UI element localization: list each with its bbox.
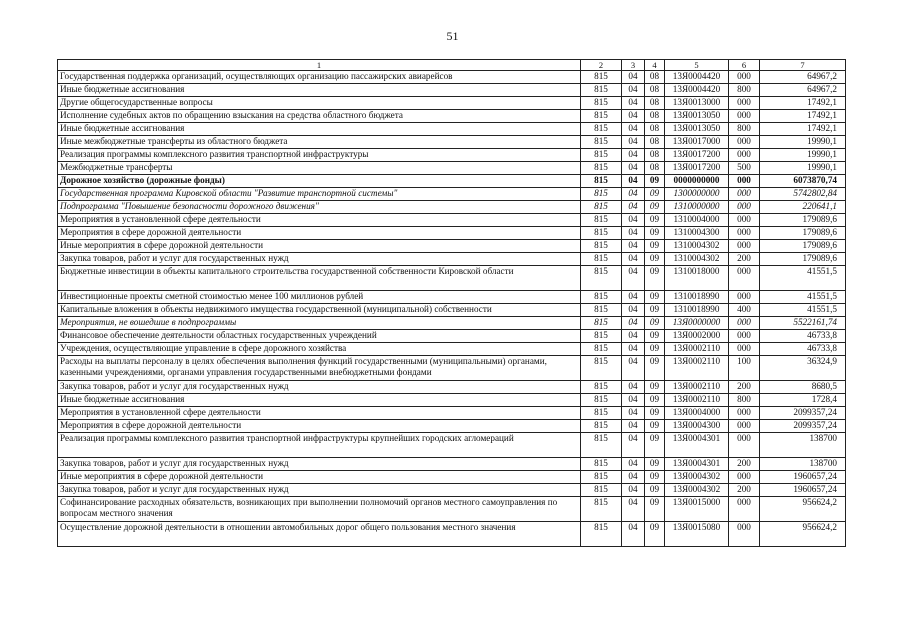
row-type-cell: 000 bbox=[729, 175, 760, 188]
row-target-cell: 13Я0004301 bbox=[665, 433, 729, 458]
row-subsection-cell: 08 bbox=[645, 110, 665, 123]
row-target-cell: 13Я0002000 bbox=[665, 330, 729, 343]
row-code-cell: 815 bbox=[581, 175, 622, 188]
row-subsection-cell: 09 bbox=[645, 240, 665, 253]
row-type-cell: 000 bbox=[729, 497, 760, 522]
row-code-cell: 815 bbox=[581, 149, 622, 162]
table-row bbox=[58, 497, 846, 522]
row-type-cell: 000 bbox=[729, 240, 760, 253]
page-number: 51 bbox=[446, 29, 459, 43]
row-type-cell: 800 bbox=[729, 84, 760, 97]
row-subsection-cell: 09 bbox=[645, 497, 665, 522]
row-code-cell: 815 bbox=[581, 97, 622, 110]
row-code-cell: 815 bbox=[581, 214, 622, 227]
row-amount-cell: 179089,6 bbox=[760, 253, 846, 266]
row-target-cell: 13Я0017200 bbox=[665, 149, 729, 162]
row-amount-cell: 1960657,24 bbox=[760, 471, 846, 484]
row-amount-cell: 956624,2 bbox=[760, 497, 846, 522]
row-type-cell: 000 bbox=[729, 343, 760, 356]
row-type-cell: 200 bbox=[729, 484, 760, 497]
row-subsection-cell: 09 bbox=[645, 291, 665, 304]
row-section-cell: 04 bbox=[622, 471, 645, 484]
table-row bbox=[58, 253, 846, 266]
table-row bbox=[58, 175, 846, 188]
row-section-cell: 04 bbox=[622, 356, 645, 381]
row-amount-cell: 2099357,24 bbox=[760, 420, 846, 433]
row-name-cell: Софинансирование расходных обязательств, возникающих при выполнении полномочий органов местного самоуправления по вопросам местного значения bbox=[58, 497, 581, 522]
table-row bbox=[58, 317, 846, 330]
row-code-cell: 815 bbox=[581, 471, 622, 484]
row-name-cell: Другие общегосударственные вопросы bbox=[58, 97, 581, 110]
row-type-cell: 000 bbox=[729, 97, 760, 110]
row-name-cell: Иные бюджетные ассигнования bbox=[58, 394, 581, 407]
row-target-cell: 1310018000 bbox=[665, 266, 729, 291]
row-target-cell: 13Я0015000 bbox=[665, 497, 729, 522]
row-section-cell: 04 bbox=[622, 343, 645, 356]
row-code-cell: 815 bbox=[581, 433, 622, 458]
row-name-cell: Дорожное хозяйство (дорожные фонды) bbox=[58, 175, 581, 188]
table-row bbox=[58, 201, 846, 214]
row-target-cell: 13Я0002110 bbox=[665, 356, 729, 381]
row-section-cell: 04 bbox=[622, 188, 645, 201]
row-target-cell: 13Я0017200 bbox=[665, 162, 729, 175]
header-cell: 7 bbox=[760, 60, 846, 71]
row-name-cell: Иные мероприятия в сфере дорожной деятельности bbox=[58, 240, 581, 253]
row-name-cell: Реализация программы комплексного развития транспортной инфраструктуры bbox=[58, 149, 581, 162]
row-name-cell: Реализация программы комплексного развития транспортной инфраструктуры крупнейших городских агломераций bbox=[58, 433, 581, 458]
row-code-cell: 815 bbox=[581, 240, 622, 253]
row-amount-cell: 8680,5 bbox=[760, 381, 846, 394]
row-section-cell: 04 bbox=[622, 123, 645, 136]
row-type-cell: 200 bbox=[729, 381, 760, 394]
row-subsection-cell: 09 bbox=[645, 458, 665, 471]
row-subsection-cell: 08 bbox=[645, 84, 665, 97]
table-row bbox=[58, 381, 846, 394]
table-row bbox=[58, 291, 846, 304]
table-row bbox=[58, 149, 846, 162]
row-code-cell: 815 bbox=[581, 201, 622, 214]
row-code-cell: 815 bbox=[581, 291, 622, 304]
row-target-cell: 1310018990 bbox=[665, 304, 729, 317]
row-amount-cell: 956624,2 bbox=[760, 522, 846, 547]
table-row bbox=[58, 227, 846, 240]
row-type-cell: 400 bbox=[729, 304, 760, 317]
row-target-cell: 0000000000 bbox=[665, 175, 729, 188]
row-section-cell: 04 bbox=[622, 458, 645, 471]
row-name-cell: Государственная программа Кировской области "Развитие транспортной системы" bbox=[58, 188, 581, 201]
row-section-cell: 04 bbox=[622, 522, 645, 547]
row-type-cell: 800 bbox=[729, 123, 760, 136]
table-row bbox=[58, 240, 846, 253]
row-subsection-cell: 08 bbox=[645, 149, 665, 162]
row-amount-cell: 41551,5 bbox=[760, 291, 846, 304]
table-row bbox=[58, 71, 846, 84]
row-target-cell: 13Я0004000 bbox=[665, 407, 729, 420]
row-subsection-cell: 08 bbox=[645, 136, 665, 149]
row-target-cell: 13Я0013050 bbox=[665, 123, 729, 136]
row-target-cell: 13Я0004420 bbox=[665, 84, 729, 97]
row-subsection-cell: 08 bbox=[645, 162, 665, 175]
row-amount-cell: 179089,6 bbox=[760, 227, 846, 240]
row-code-cell: 815 bbox=[581, 522, 622, 547]
row-section-cell: 04 bbox=[622, 420, 645, 433]
row-section-cell: 04 bbox=[622, 227, 645, 240]
row-code-cell: 815 bbox=[581, 343, 622, 356]
row-subsection-cell: 09 bbox=[645, 227, 665, 240]
row-section-cell: 04 bbox=[622, 214, 645, 227]
row-target-cell: 1310004302 bbox=[665, 240, 729, 253]
row-code-cell: 815 bbox=[581, 381, 622, 394]
row-target-cell: 13Я0002110 bbox=[665, 343, 729, 356]
row-target-cell: 13Я0013050 bbox=[665, 110, 729, 123]
row-target-cell: 13Я0002110 bbox=[665, 394, 729, 407]
row-target-cell: 1300000000 bbox=[665, 188, 729, 201]
row-code-cell: 815 bbox=[581, 110, 622, 123]
row-subsection-cell: 09 bbox=[645, 433, 665, 458]
row-subsection-cell: 09 bbox=[645, 188, 665, 201]
header-cell: 2 bbox=[581, 60, 622, 71]
row-code-cell: 815 bbox=[581, 136, 622, 149]
row-name-cell: Капитальные вложения в объекты недвижимого имущества государственной (муниципальной) собственности bbox=[58, 304, 581, 317]
row-name-cell: Подпрограмма "Повышение безопасности дорожного движения" bbox=[58, 201, 581, 214]
row-amount-cell: 17492,1 bbox=[760, 123, 846, 136]
row-name-cell: Финансовое обеспечение деятельности областных государственных учреждений bbox=[58, 330, 581, 343]
row-type-cell: 200 bbox=[729, 458, 760, 471]
table-row bbox=[58, 458, 846, 471]
row-type-cell: 200 bbox=[729, 253, 760, 266]
row-type-cell: 000 bbox=[729, 407, 760, 420]
row-amount-cell: 179089,6 bbox=[760, 214, 846, 227]
table-row bbox=[58, 188, 846, 201]
row-name-cell: Иные мероприятия в сфере дорожной деятельности bbox=[58, 471, 581, 484]
row-type-cell: 000 bbox=[729, 214, 760, 227]
table-row bbox=[58, 394, 846, 407]
row-section-cell: 04 bbox=[622, 381, 645, 394]
row-name-cell: Иные бюджетные ассигнования bbox=[58, 123, 581, 136]
table-row bbox=[58, 407, 846, 420]
row-amount-cell: 1728,4 bbox=[760, 394, 846, 407]
row-name-cell: Мероприятия в установленной сфере деятельности bbox=[58, 407, 581, 420]
budget-table bbox=[57, 59, 846, 547]
row-amount-cell: 138700 bbox=[760, 433, 846, 458]
row-subsection-cell: 09 bbox=[645, 471, 665, 484]
row-amount-cell: 5742802,84 bbox=[760, 188, 846, 201]
row-name-cell: Закупка товаров, работ и услуг для государственных нужд bbox=[58, 381, 581, 394]
row-name-cell: Межбюджетные трансферты bbox=[58, 162, 581, 175]
row-amount-cell: 64967,2 bbox=[760, 84, 846, 97]
row-subsection-cell: 09 bbox=[645, 484, 665, 497]
table-row bbox=[58, 304, 846, 317]
row-target-cell: 13Я0004301 bbox=[665, 458, 729, 471]
row-target-cell: 13Я0017000 bbox=[665, 136, 729, 149]
row-type-cell: 000 bbox=[729, 433, 760, 458]
row-type-cell: 000 bbox=[729, 420, 760, 433]
row-code-cell: 815 bbox=[581, 162, 622, 175]
row-section-cell: 04 bbox=[622, 71, 645, 84]
row-amount-cell: 19990,1 bbox=[760, 149, 846, 162]
row-subsection-cell: 09 bbox=[645, 253, 665, 266]
row-code-cell: 815 bbox=[581, 84, 622, 97]
row-name-cell: Мероприятия в установленной сфере деятельности bbox=[58, 214, 581, 227]
row-type-cell: 000 bbox=[729, 188, 760, 201]
row-name-cell: Инвестиционные проекты сметной стоимостью менее 100 миллионов рублей bbox=[58, 291, 581, 304]
row-subsection-cell: 09 bbox=[645, 266, 665, 291]
row-name-cell: Мероприятия в сфере дорожной деятельности bbox=[58, 227, 581, 240]
row-amount-cell: 179089,6 bbox=[760, 240, 846, 253]
table-row bbox=[58, 484, 846, 497]
row-type-cell: 000 bbox=[729, 330, 760, 343]
row-subsection-cell: 09 bbox=[645, 356, 665, 381]
table-row bbox=[58, 522, 846, 547]
row-type-cell: 000 bbox=[729, 201, 760, 214]
row-target-cell: 1310004000 bbox=[665, 214, 729, 227]
row-code-cell: 815 bbox=[581, 458, 622, 471]
row-section-cell: 04 bbox=[622, 110, 645, 123]
row-amount-cell: 19990,1 bbox=[760, 162, 846, 175]
row-section-cell: 04 bbox=[622, 253, 645, 266]
row-type-cell: 000 bbox=[729, 136, 760, 149]
row-amount-cell: 41551,5 bbox=[760, 304, 846, 317]
row-section-cell: 04 bbox=[622, 97, 645, 110]
row-code-cell: 815 bbox=[581, 356, 622, 381]
row-name-cell: Закупка товаров, работ и услуг для государственных нужд bbox=[58, 458, 581, 471]
header-cell: 4 bbox=[645, 60, 665, 71]
row-amount-cell: 2099357,24 bbox=[760, 407, 846, 420]
table-row bbox=[58, 343, 846, 356]
row-subsection-cell: 09 bbox=[645, 381, 665, 394]
row-code-cell: 815 bbox=[581, 420, 622, 433]
row-name-cell: Закупка товаров, работ и услуг для государственных нужд bbox=[58, 484, 581, 497]
row-amount-cell: 19990,1 bbox=[760, 136, 846, 149]
row-type-cell: 100 bbox=[729, 356, 760, 381]
row-target-cell: 13Я0004302 bbox=[665, 471, 729, 484]
row-amount-cell: 46733,8 bbox=[760, 343, 846, 356]
row-name-cell: Мероприятия в сфере дорожной деятельности bbox=[58, 420, 581, 433]
row-name-cell: Осуществление дорожной деятельности в отношении автомобильных дорог общего пользования местного значения bbox=[58, 522, 581, 547]
row-code-cell: 815 bbox=[581, 407, 622, 420]
row-code-cell: 815 bbox=[581, 497, 622, 522]
row-section-cell: 04 bbox=[622, 484, 645, 497]
row-type-cell: 800 bbox=[729, 394, 760, 407]
row-subsection-cell: 09 bbox=[645, 201, 665, 214]
row-amount-cell: 17492,1 bbox=[760, 110, 846, 123]
row-type-cell: 000 bbox=[729, 317, 760, 330]
row-section-cell: 04 bbox=[622, 162, 645, 175]
row-section-cell: 04 bbox=[622, 201, 645, 214]
row-section-cell: 04 bbox=[622, 136, 645, 149]
row-code-cell: 815 bbox=[581, 123, 622, 136]
row-section-cell: 04 bbox=[622, 317, 645, 330]
row-section-cell: 04 bbox=[622, 304, 645, 317]
row-type-cell: 000 bbox=[729, 110, 760, 123]
table-row bbox=[58, 97, 846, 110]
row-section-cell: 04 bbox=[622, 175, 645, 188]
row-subsection-cell: 09 bbox=[645, 214, 665, 227]
table-row bbox=[58, 356, 846, 381]
table-row bbox=[58, 330, 846, 343]
row-target-cell: 13Я0013000 bbox=[665, 97, 729, 110]
table-row bbox=[58, 433, 846, 458]
row-subsection-cell: 09 bbox=[645, 420, 665, 433]
row-code-cell: 815 bbox=[581, 188, 622, 201]
row-target-cell: 13Я0004420 bbox=[665, 71, 729, 84]
row-amount-cell: 6073870,74 bbox=[760, 175, 846, 188]
header-cell: 6 bbox=[729, 60, 760, 71]
row-amount-cell: 36324,9 bbox=[760, 356, 846, 381]
row-name-cell: Исполнение судебных актов по обращению взыскания на средства областного бюджета bbox=[58, 110, 581, 123]
row-amount-cell: 1960657,24 bbox=[760, 484, 846, 497]
row-code-cell: 815 bbox=[581, 394, 622, 407]
row-target-cell: 1310018990 bbox=[665, 291, 729, 304]
row-code-cell: 815 bbox=[581, 227, 622, 240]
row-amount-cell: 64967,2 bbox=[760, 71, 846, 84]
row-section-cell: 04 bbox=[622, 149, 645, 162]
row-section-cell: 04 bbox=[622, 291, 645, 304]
table-row bbox=[58, 420, 846, 433]
row-code-cell: 815 bbox=[581, 317, 622, 330]
row-target-cell: 13Я0004300 bbox=[665, 420, 729, 433]
row-subsection-cell: 09 bbox=[645, 304, 665, 317]
row-section-cell: 04 bbox=[622, 330, 645, 343]
row-section-cell: 04 bbox=[622, 240, 645, 253]
row-target-cell: 1310004300 bbox=[665, 227, 729, 240]
table-row bbox=[58, 123, 846, 136]
row-name-cell: Иные бюджетные ассигнования bbox=[58, 84, 581, 97]
row-name-cell: Мероприятия, не вошедшие в подпрограммы bbox=[58, 317, 581, 330]
row-amount-cell: 41551,5 bbox=[760, 266, 846, 291]
row-section-cell: 04 bbox=[622, 84, 645, 97]
row-name-cell: Закупка товаров, работ и услуг для государственных нужд bbox=[58, 253, 581, 266]
header-cell: 3 bbox=[622, 60, 645, 71]
row-amount-cell: 17492,1 bbox=[760, 97, 846, 110]
row-name-cell: Расходы на выплаты персоналу в целях обеспечения выполнения функций государственными (муниципальными) органами, казенными учреждениями, органами управления государственными внебюджетными фондами bbox=[58, 356, 581, 381]
row-amount-cell: 46733,8 bbox=[760, 330, 846, 343]
row-subsection-cell: 08 bbox=[645, 123, 665, 136]
table-row bbox=[58, 110, 846, 123]
row-target-cell: 1310004302 bbox=[665, 253, 729, 266]
row-target-cell: 13Я0004302 bbox=[665, 484, 729, 497]
row-subsection-cell: 08 bbox=[645, 71, 665, 84]
row-name-cell: Иные межбюджетные трансферты из областного бюджета bbox=[58, 136, 581, 149]
table-row bbox=[58, 266, 846, 291]
row-subsection-cell: 09 bbox=[645, 175, 665, 188]
row-section-cell: 04 bbox=[622, 407, 645, 420]
row-amount-cell: 5522161,74 bbox=[760, 317, 846, 330]
table-row bbox=[58, 214, 846, 227]
row-subsection-cell: 09 bbox=[645, 343, 665, 356]
row-subsection-cell: 08 bbox=[645, 97, 665, 110]
row-name-cell: Учреждения, осуществляющие управление в сфере дорожного хозяйства bbox=[58, 343, 581, 356]
table-row bbox=[58, 162, 846, 175]
row-type-cell: 000 bbox=[729, 227, 760, 240]
table-row bbox=[58, 471, 846, 484]
row-subsection-cell: 09 bbox=[645, 407, 665, 420]
row-section-cell: 04 bbox=[622, 433, 645, 458]
table-row bbox=[58, 84, 846, 97]
row-code-cell: 815 bbox=[581, 330, 622, 343]
row-code-cell: 815 bbox=[581, 253, 622, 266]
table-header-row bbox=[58, 60, 846, 71]
row-target-cell: 13Я0000000 bbox=[665, 317, 729, 330]
row-type-cell: 000 bbox=[729, 149, 760, 162]
row-type-cell: 500 bbox=[729, 162, 760, 175]
row-type-cell: 000 bbox=[729, 266, 760, 291]
row-type-cell: 000 bbox=[729, 471, 760, 484]
header-cell: 5 bbox=[665, 60, 729, 71]
table-row bbox=[58, 136, 846, 149]
row-subsection-cell: 09 bbox=[645, 317, 665, 330]
row-code-cell: 815 bbox=[581, 304, 622, 317]
row-amount-cell: 220641,1 bbox=[760, 201, 846, 214]
row-section-cell: 04 bbox=[622, 497, 645, 522]
row-subsection-cell: 09 bbox=[645, 330, 665, 343]
row-target-cell: 13Я0002110 bbox=[665, 381, 729, 394]
row-name-cell: Государственная поддержка организаций, осуществляющих организацию пассажирских авиарейсов bbox=[58, 71, 581, 84]
header-cell: 1 bbox=[58, 60, 581, 71]
row-code-cell: 815 bbox=[581, 484, 622, 497]
row-type-cell: 000 bbox=[729, 522, 760, 547]
row-code-cell: 815 bbox=[581, 71, 622, 84]
row-subsection-cell: 09 bbox=[645, 394, 665, 407]
row-subsection-cell: 09 bbox=[645, 522, 665, 547]
row-type-cell: 000 bbox=[729, 291, 760, 304]
row-section-cell: 04 bbox=[622, 266, 645, 291]
table-body bbox=[58, 60, 846, 547]
row-target-cell: 13Я0015080 bbox=[665, 522, 729, 547]
row-name-cell: Бюджетные инвестиции в объекты капитального строительства государственной собственности Кировской области bbox=[58, 266, 581, 291]
row-target-cell: 1310000000 bbox=[665, 201, 729, 214]
row-amount-cell: 138700 bbox=[760, 458, 846, 471]
row-section-cell: 04 bbox=[622, 394, 645, 407]
row-type-cell: 000 bbox=[729, 71, 760, 84]
row-code-cell: 815 bbox=[581, 266, 622, 291]
